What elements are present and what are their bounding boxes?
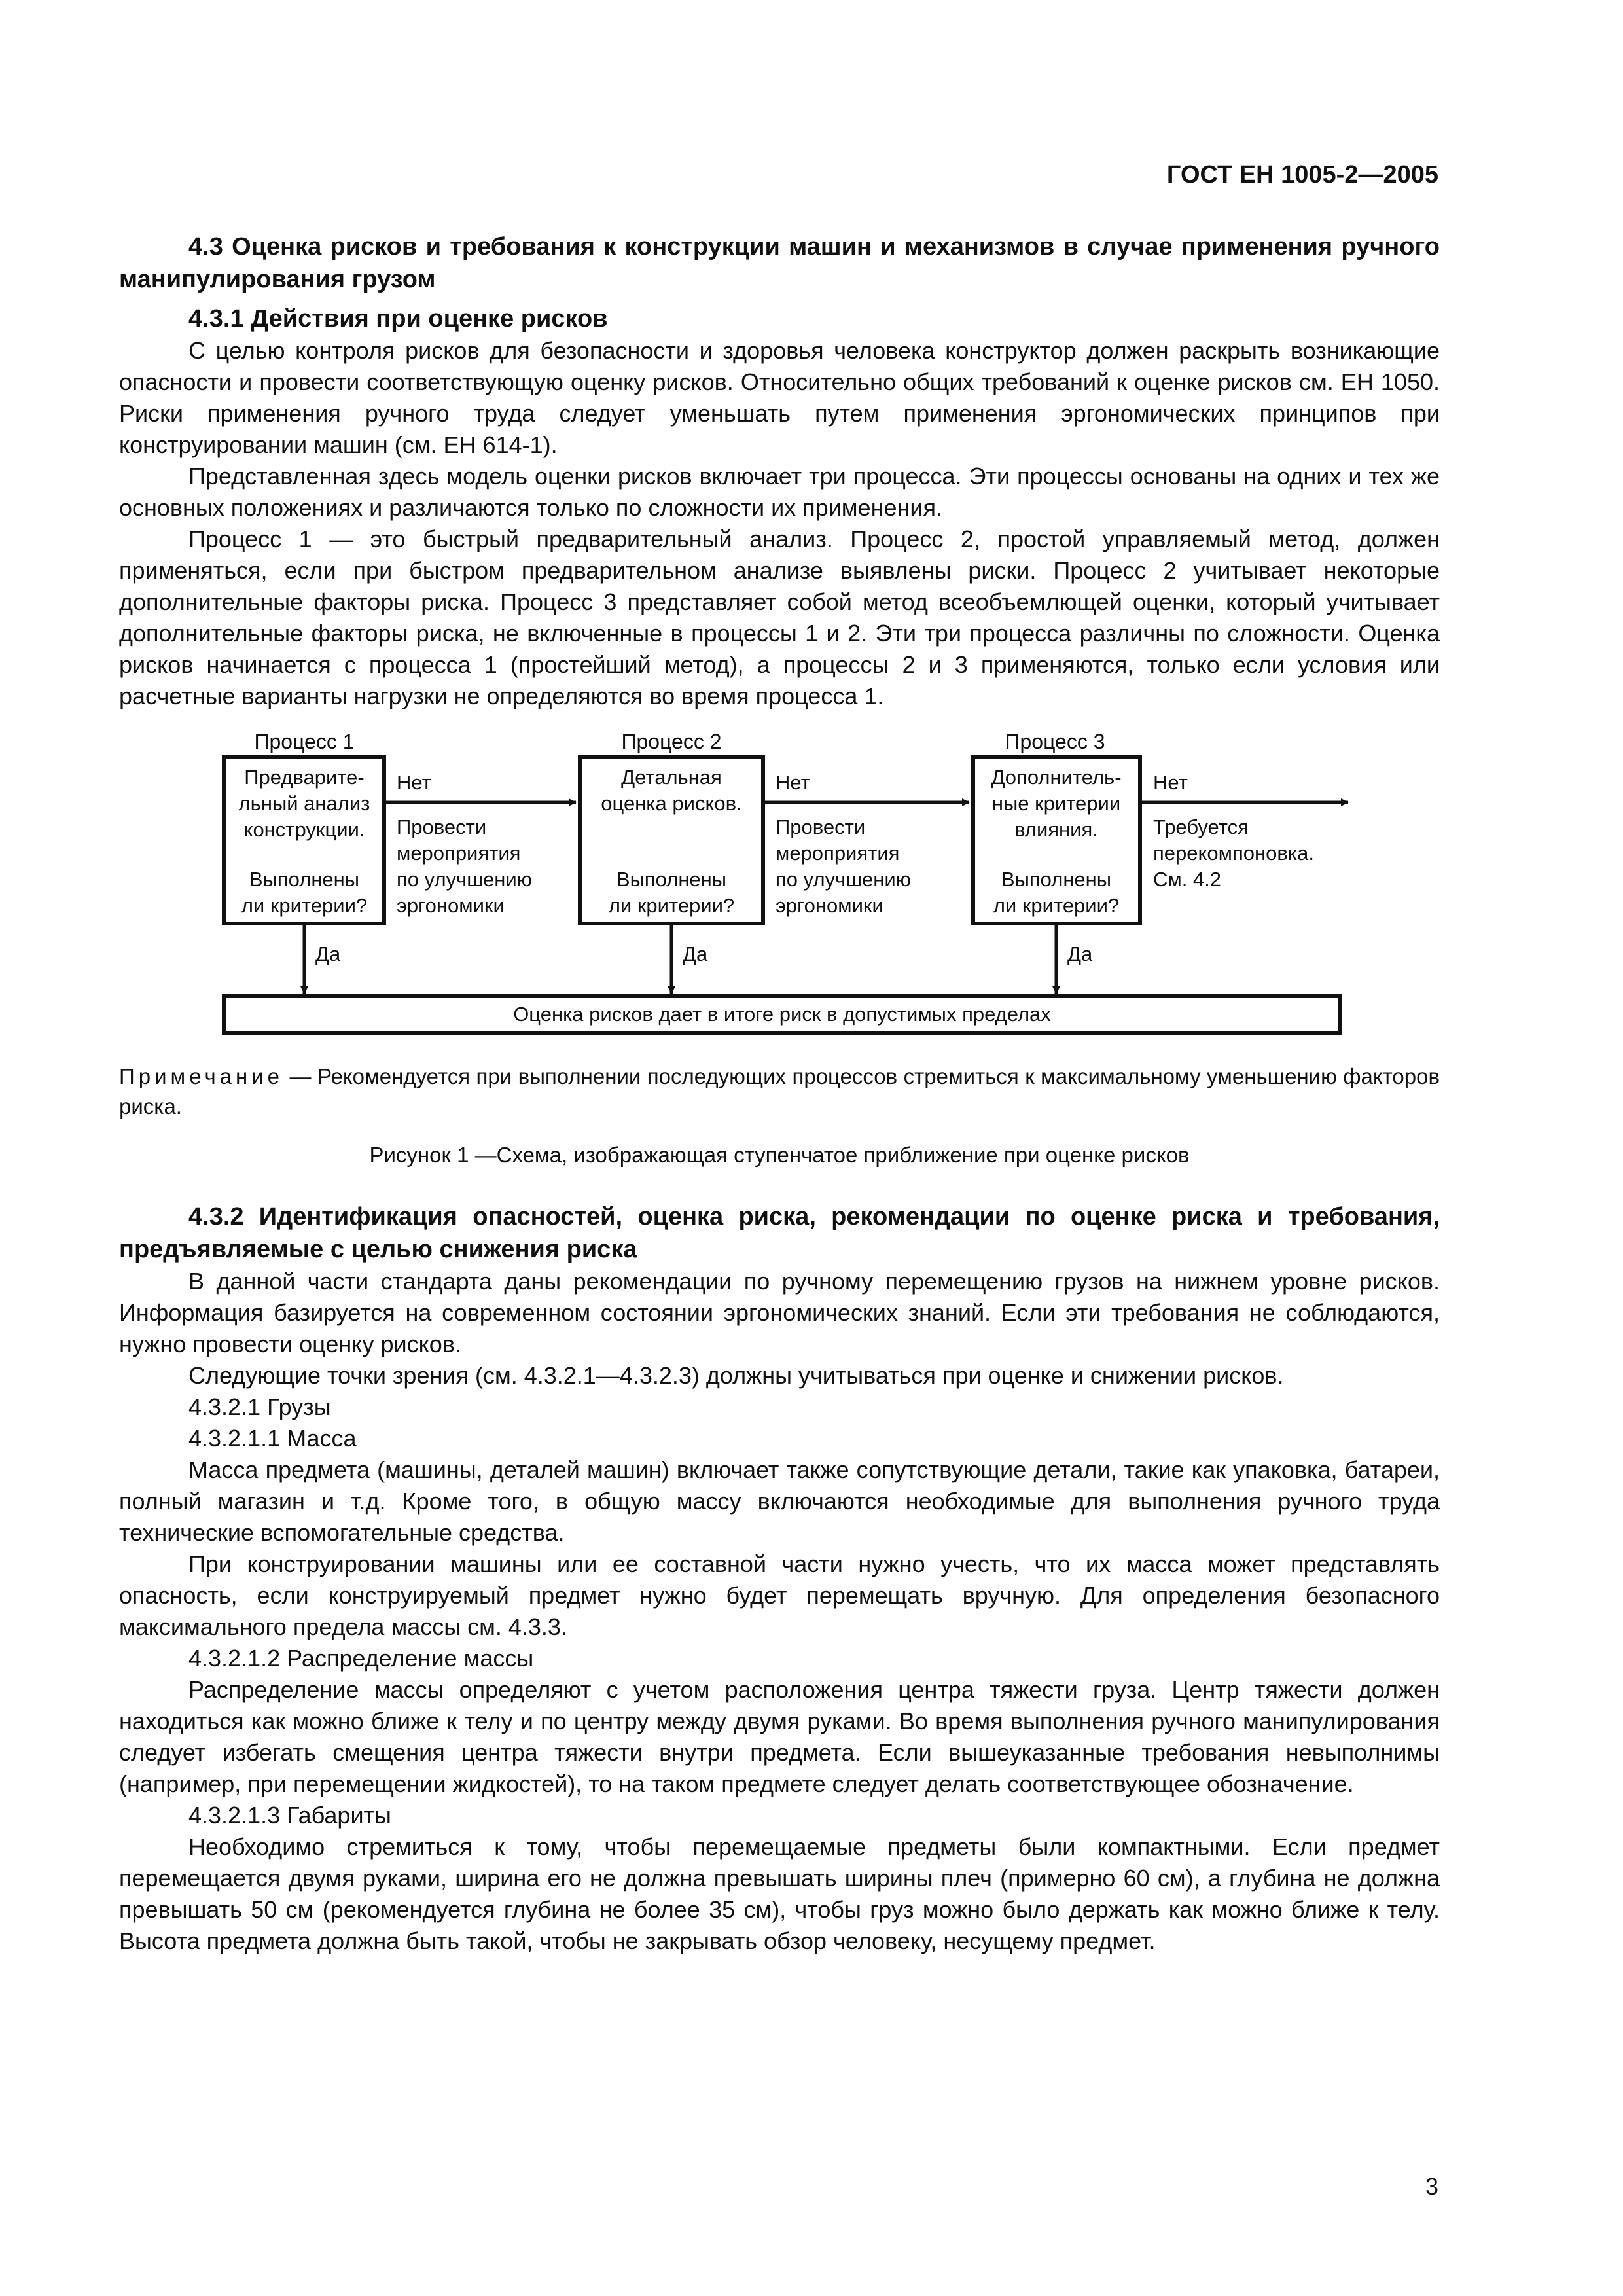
action-1-line: эргономики bbox=[397, 894, 505, 917]
subsection-heading: 4.3.2.1.3 Габариты bbox=[188, 1802, 391, 1829]
box-3-line: влияния. bbox=[1014, 818, 1098, 841]
action-3-line: Требуется bbox=[1153, 816, 1249, 838]
action-1-line: Провести bbox=[397, 816, 487, 838]
action-1-line: по улучшению bbox=[397, 868, 532, 891]
paragraph: Следующие точки зрения (см. 4.3.2.1—4.3.2.3) должны учитываться при оценке и снижении рисков. bbox=[188, 1362, 1284, 1389]
box-2-line: оценка рисков. bbox=[601, 792, 742, 815]
result-text: Оценка рисков дает в итоге риск в допустимых пределах bbox=[513, 1003, 1051, 1026]
paragraph: С целью контроля рисков для безопасности и здоровья человека конструктор должен раскрыть возникающие опасности и провести соответствующую оценку рисков. Относительно общих требований к оценке рисков см. ЕН 1050. Риски применения ручного труда следует уменьшать путем применения эргономических принципов при конструировании машин (см. ЕН 614-1). bbox=[119, 337, 1440, 458]
action-3-line: перекомпоновка. bbox=[1153, 842, 1314, 865]
box-1-line: ли критерии? bbox=[241, 894, 368, 917]
figure-caption: Рисунок 1 —Схема, изображающая ступенчатое приближение при оценке рисков bbox=[369, 1143, 1190, 1167]
action-2-line: мероприятия bbox=[776, 842, 900, 865]
yes-label: Да bbox=[683, 942, 708, 965]
box-3-line: ные критерии bbox=[991, 792, 1121, 815]
box-1-line: льный анализ bbox=[238, 792, 370, 815]
box-3-line: Дополнитель- bbox=[991, 766, 1122, 789]
no-label: Нет bbox=[397, 771, 431, 794]
process-1-title: Процесс 1 bbox=[254, 730, 355, 753]
note-text: — Рекомендуется при выполнении последующих процессов стремиться к максимальному уменьшению факторов риска. bbox=[119, 1064, 1440, 1119]
paragraph: Необходимо стремиться к тому, чтобы перемещаемые предметы были компактными. Если предмет перемещается двумя руками, ширина его не должна превышать ширины плеч (примерно 60 см), а глубина не должна превышать 50 см (рекомендуется глубина не более 35 см), чтобы груз можно было держать как можно ближе к телу. Высота предмета должна быть такой, чтобы не закрывать обзор человеку, несущему предмет. bbox=[119, 1833, 1440, 1954]
subsection-heading: 4.3.2.1.2 Распределение массы bbox=[188, 1645, 534, 1672]
section-4-3-2-title: 4.3.2 Идентификация опасностей, оценка риска, рекомендации по оценке риска и требования, предъявляемые с целью снижения риска bbox=[119, 1203, 1440, 1263]
yes-label: Да bbox=[1067, 942, 1093, 965]
action-2-line: по улучшению bbox=[776, 868, 911, 891]
flowchart-svg bbox=[119, 724, 1440, 1051]
box-1-line: конструкции. bbox=[243, 818, 365, 841]
process-2-title: Процесс 2 bbox=[621, 730, 722, 753]
paragraph: В данной части стандарта даны рекомендации по ручному перемещению грузов на нижнем уровне рисков. Информация базируется на современном состоянии эргономических знаний. Если эти требования не соблюдаются, нужно провести оценку рисков. bbox=[119, 1268, 1440, 1357]
box-1-line: Предварите- bbox=[244, 766, 365, 789]
box-1-line: Выполнены bbox=[249, 868, 360, 891]
paragraph: Распределение массы определяют с учетом расположения центра тяжести груза. Центр тяжести должен находиться как можно ближе к телу и по центру между двумя руками. Во время выполнения ручного манипулирования следует избегать смещения центра тяжести внутри предмета. Если вышеуказанные требования невыполнимы (например, при перемещении жидкостей), то на таком предмете следует делать соответствующее обозначение. bbox=[119, 1676, 1440, 1797]
action-2-line: Провести bbox=[776, 816, 866, 838]
box-2-line: Выполнены bbox=[616, 868, 727, 891]
paragraph: Представленная здесь модель оценки рисков включает три процесса. Эти процессы основаны на одних и тех же основных положениях и различаются только по сложности их применения. bbox=[119, 463, 1440, 521]
paragraph: Масса предмета (машины, деталей машин) включает также сопутствующие детали, такие как упаковка, батареи, полный магазин и т.д. Кроме того, в общую массу включаются необходимые для выполнения ручного труда технические вспомогательные средства. bbox=[119, 1456, 1440, 1546]
page-number: 3 bbox=[1425, 2173, 1438, 2200]
subsection-heading: 4.3.2.1.1 Масса bbox=[188, 1425, 357, 1452]
no-label: Нет bbox=[776, 771, 810, 794]
no-label: Нет bbox=[1153, 771, 1188, 794]
box-2-line: ли критерии? bbox=[608, 894, 735, 917]
paragraph: При конструировании машины или ее составной части нужно учесть, что их масса может представлять опасность, если конструируемый предмет нужно будет перемещать вручную. Для определения безопасного максимального предела массы см. 4.3.3. bbox=[119, 1551, 1440, 1640]
yes-label: Да bbox=[315, 942, 341, 965]
note-label: Примечание bbox=[119, 1064, 284, 1088]
box-3-line: ли критерии? bbox=[993, 894, 1120, 917]
action-3-line: См. 4.2 bbox=[1153, 868, 1222, 891]
page-content bbox=[119, 230, 1440, 1957]
section-4-3-1-title: 4.3.1 Действия при оценке рисков bbox=[188, 305, 608, 332]
action-2-line: эргономики bbox=[776, 894, 883, 917]
document-code: ГОСТ ЕН 1005-2—2005 bbox=[1166, 161, 1438, 188]
section-4-3-title: 4.3 Оценка рисков и требования к конструкции машин и механизмов в случае применения ручного манипулирования грузом bbox=[119, 233, 1440, 293]
process-3-title: Процесс 3 bbox=[1005, 730, 1105, 753]
risk-assessment-flowchart bbox=[119, 724, 1440, 1051]
action-1-line: мероприятия bbox=[397, 842, 521, 865]
box-2-line: Детальная bbox=[621, 766, 722, 789]
box-3-line: Выполнены bbox=[1001, 868, 1112, 891]
paragraph: Процесс 1 — это быстрый предварительный анализ. Процесс 2, простой управляемый метод, должен применяться, если при быстром предварительном анализе выявлены риски. Процесс 2 учитывает некоторые дополнительные факторы риска. Процесс 3 представляет собой метод всеобъемлющей оценки, который учитывает дополнительные факторы риска, не включенные в процессы 1 и 2. Эти три процесса различны по сложности. Оценка рисков начинается с процесса 1 (простейший метод), а процессы 2 и 3 применяются, только если условия или расчетные варианты нагрузки не определяются во время процесса 1. bbox=[119, 526, 1440, 709]
figure-note bbox=[119, 1062, 1440, 1122]
subsection-heading: 4.3.2.1 Грузы bbox=[188, 1393, 331, 1420]
